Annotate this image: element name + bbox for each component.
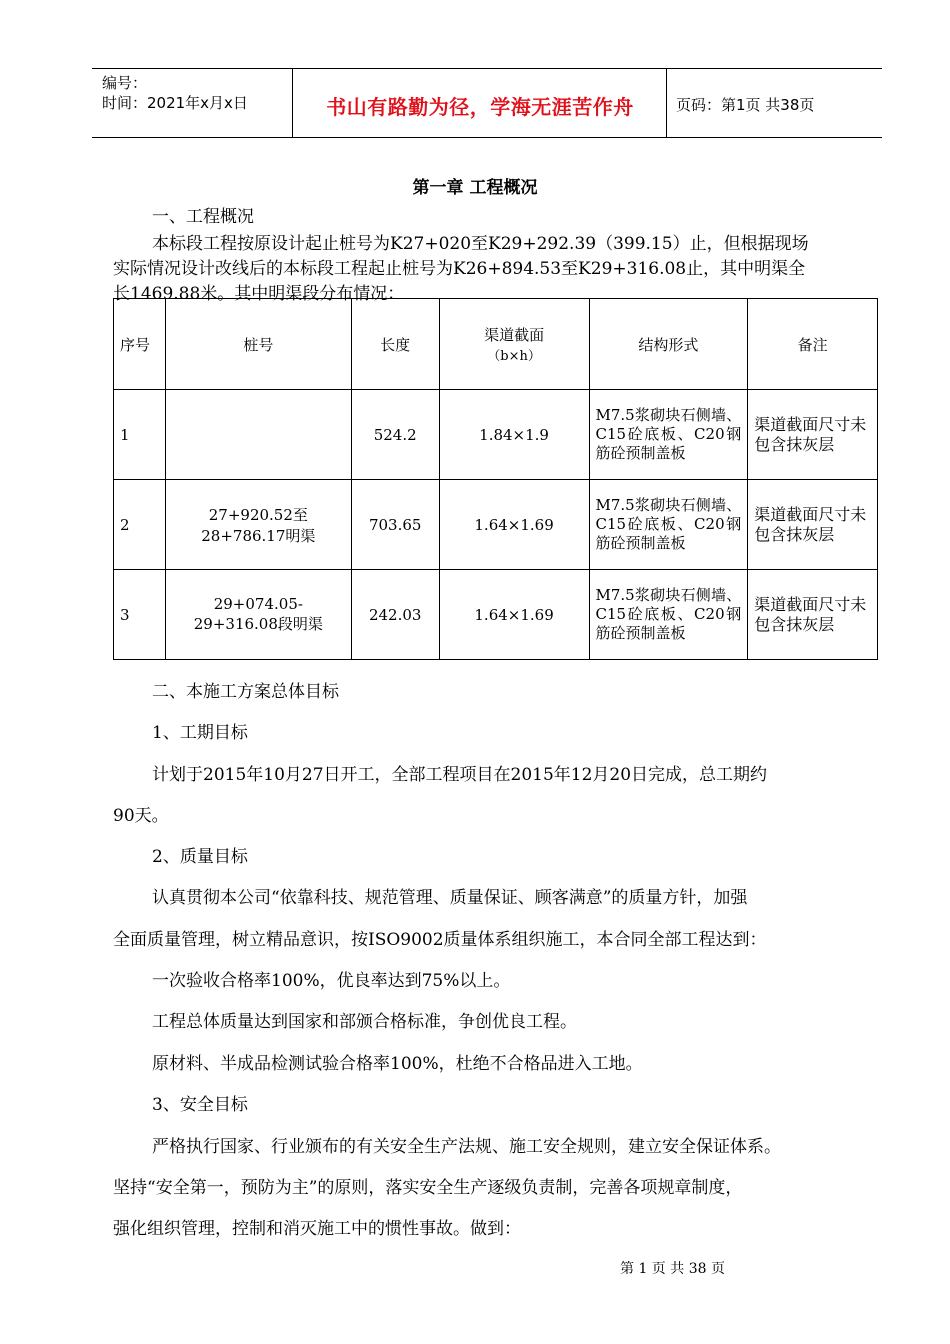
cell-length: 703.65 bbox=[351, 480, 439, 570]
paragraph-line: 长1469.88米。其中明渠段分布情况： bbox=[113, 284, 405, 304]
col-header-section bbox=[439, 299, 589, 390]
paragraph-line: 严格执行国家、行业颁布的有关安全生产法规、施工安全规则，建立安全保证体系。 bbox=[152, 1137, 781, 1157]
cell-section: 1.64×1.69 bbox=[439, 480, 589, 570]
col-header-remark: 备注 bbox=[748, 299, 878, 390]
section-heading: 二、本施工方案总体目标 bbox=[152, 682, 339, 702]
cell-section: 1.64×1.69 bbox=[439, 570, 589, 660]
chapter-title: 第一章 工程概况 bbox=[412, 178, 538, 198]
cell-no: 3 bbox=[114, 570, 166, 660]
cell-remark: 渠道截面尺寸未包含抹灰层 bbox=[748, 480, 878, 570]
header-meta bbox=[102, 73, 248, 113]
section-heading: 一、工程概况 bbox=[152, 207, 254, 227]
cell-remark: 渠道截面尺寸未包含抹灰层 bbox=[748, 570, 878, 660]
table-row bbox=[114, 390, 878, 480]
cell-pile bbox=[165, 390, 351, 480]
subsection-heading: 1、工期目标 bbox=[152, 723, 248, 743]
header-motto: 书山有路勤为径，学海无涯苦作舟 bbox=[326, 95, 634, 119]
header-page-info: 页码：第1页 共38页 bbox=[676, 96, 815, 114]
cell-no: 2 bbox=[114, 480, 166, 570]
time-label: 时间：2021年x月x日 bbox=[102, 94, 248, 112]
cell-section: 1.84×1.9 bbox=[439, 390, 589, 480]
header-divider bbox=[292, 69, 293, 137]
col-header-section-label: 渠道截面 bbox=[484, 326, 545, 344]
paragraph-line: 90天。 bbox=[113, 806, 169, 826]
paragraph-line: 坚持“安全第一，预防为主”的原则，落实安全生产逐级负责制，完善各项规章制度， bbox=[113, 1178, 743, 1198]
subsection-heading: 3、安全目标 bbox=[152, 1095, 248, 1115]
list-item: 原材料、半成品检测试验合格率100%，杜绝不合格品进入工地。 bbox=[152, 1054, 643, 1074]
list-item: 一次验收合格率100%，优良率达到75%以上。 bbox=[152, 971, 511, 991]
cell-length: 524.2 bbox=[351, 390, 439, 480]
cell-length: 242.03 bbox=[351, 570, 439, 660]
cell-structure: M7.5浆砌块石侧墙、C15砼底板、C20钢筋砼预制盖板 bbox=[589, 570, 748, 660]
cell-pile: 29+074.05-29+316.08段明渠 bbox=[165, 570, 351, 660]
paragraph-line: 计划于2015年10月27日开工，全部工程项目在2015年12月20日完成，总工期约 bbox=[152, 765, 768, 785]
paragraph-line: 实际情况设计改线后的本标段工程起止桩号为K26+894.53至K29+316.08止，其中明渠全 bbox=[113, 259, 806, 279]
col-header-section-unit: （b×h） bbox=[487, 349, 541, 364]
paragraph-line: 强化组织管理，控制和消灭施工中的惯性事故。做到： bbox=[113, 1219, 521, 1239]
table-row bbox=[114, 480, 878, 570]
table-row bbox=[114, 570, 878, 660]
col-header-pile: 桩号 bbox=[165, 299, 351, 390]
subsection-heading: 2、质量目标 bbox=[152, 847, 248, 867]
page-header bbox=[92, 68, 882, 138]
channel-segment-table bbox=[113, 298, 878, 660]
header-divider bbox=[666, 69, 667, 137]
table-header-row bbox=[114, 299, 878, 390]
col-header-length: 长度 bbox=[351, 299, 439, 390]
paragraph-line: 全面质量管理，树立精品意识，按ISO9002质量体系组织施工，本合同全部工程达到： bbox=[113, 930, 767, 950]
col-header-no: 序号 bbox=[114, 299, 166, 390]
list-item: 工程总体质量达到国家和部颁合格标准，争创优良工程。 bbox=[152, 1012, 577, 1032]
cell-remark: 渠道截面尺寸未包含抹灰层 bbox=[748, 390, 878, 480]
code-label: 编号： bbox=[102, 74, 148, 92]
cell-structure: M7.5浆砌块石侧墙、C15砼底板、C20钢筋砼预制盖板 bbox=[589, 480, 748, 570]
col-header-structure: 结构形式 bbox=[589, 299, 748, 390]
cell-structure: M7.5浆砌块石侧墙、C15砼底板、C20钢筋砼预制盖板 bbox=[589, 390, 748, 480]
cell-no: 1 bbox=[114, 390, 166, 480]
paragraph-line: 本标段工程按原设计起止桩号为K27+020至K29+292.39（399.15）止，但根据现场 bbox=[152, 234, 809, 254]
paragraph-line: 认真贯彻本公司“依靠科技、规范管理、质量保证、顾客满意”的质量方针，加强 bbox=[152, 888, 748, 908]
cell-pile: 27+920.52至28+786.17明渠 bbox=[165, 480, 351, 570]
page-footer: 第 1 页 共 38 页 bbox=[620, 1261, 725, 1277]
